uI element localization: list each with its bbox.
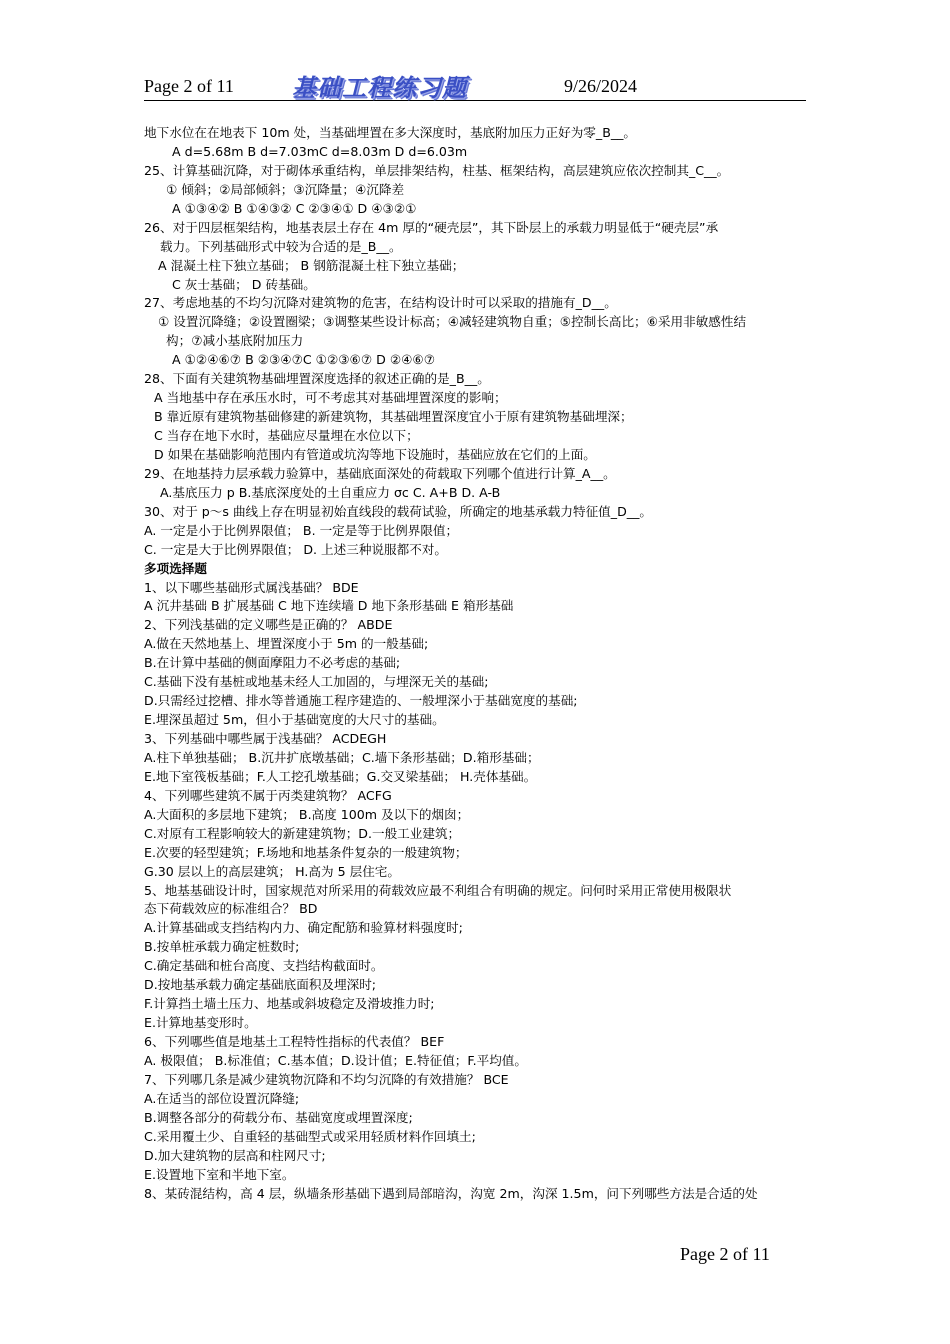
- text-line: 地下水位在在地表下 10m 处，当基础埋置在多大深度时，基底附加压力正好为零_B__。: [144, 125, 637, 140]
- text-line: B 靠近原有建筑物基础修建的新建筑物，其基础埋置深度宜小于原有建筑物基础埋深；: [154, 409, 633, 425]
- text-line: 8、某砖混结构，高 4 层，纵墙条形基础下遇到局部暗沟，沟宽 2m，沟深 1.5m，问下列哪些方法是合适的处: [144, 1185, 758, 1201]
- document-body: [144, 124, 808, 1203]
- header-page-number: Page 2 of 11: [144, 76, 234, 96]
- text-line: G.30 层以上的高层建筑； H.高为 5 层住宅。: [144, 863, 400, 879]
- page-footer: Page 2 of 11: [680, 1244, 770, 1264]
- text-line: 28、下面有关建筑物基础埋置深度选择的叙述正确的是_B__。: [144, 371, 490, 387]
- text-line: B.按单桩承载力确定桩数时;: [144, 939, 300, 955]
- text-line: C.采用覆土少、自重轻的基础型式或采用轻质材料作回填土;: [144, 1128, 476, 1144]
- text-line: 5、地基基础设计时，国家规范对所采用的荷载效应最不利组合有明确的规定。问何时采用正常使用极限状: [144, 882, 732, 898]
- text-line: A ①②④⑥⑦ B ②③④⑦C ①②③⑥⑦ D ②④⑥⑦: [172, 352, 435, 368]
- text-line: C 当存在地下水时，基础应尽量埋在水位以下；: [154, 428, 419, 443]
- text-line: A.基底压力 p B.基底深度处的土自重应力 σc C. A+B D. A-B: [160, 484, 501, 500]
- text-line: A 混凝土柱下独立基础； B 钢筋混凝土柱下独立基础；: [158, 257, 465, 273]
- text-line: 26、对于四层框架结构，地基表层土存在 4m 厚的“硬壳层”，其下卧层上的承载力明显低于“硬壳层”承: [144, 219, 719, 235]
- text-line: C.基础下没有基桩或地基未经人工加固的，与埋深无关的基础;: [144, 674, 489, 690]
- text-line: B.在计算中基础的侧面摩阻力不必考虑的基础;: [144, 655, 401, 671]
- text-line: ① 倾斜；②局部倾斜；③沉降量；④沉降差: [166, 181, 405, 197]
- text-line: A.在适当的部位设置沉降缝;: [144, 1090, 300, 1106]
- text-line: A ①③④② B ①④③② C ②③④① D ④③②①: [172, 200, 417, 216]
- text-line: A.柱下单独基础； B.沉井扩底墩基础；C.墙下条形基础；D.箱形基础；: [144, 749, 540, 765]
- header-date: 9/26/2024: [564, 76, 638, 96]
- text-line: E.次要的轻型建筑；F.场地和地基条件复杂的一般建筑物；: [144, 844, 468, 860]
- text-line: C 灰士基础； D 砖基础。: [172, 276, 316, 292]
- text-line: A.做在天然地基上、埋置深度小于 5m 的一般基础;: [144, 636, 429, 652]
- text-line: 4、下列哪些建筑不属于丙类建筑物？ ACFG: [144, 787, 392, 803]
- text-line: 6、下列哪些值是地基土工程特性指标的代表值？ BEF: [144, 1034, 445, 1049]
- text-line: 2、下列浅基础的定义哪些是正确的？ ABDE: [144, 617, 393, 633]
- text-line: A 沉井基础 B 扩展基础 C 地下连续墙 D 地下条形基础 E 箱形基础: [144, 598, 514, 614]
- text-line: C.确定基础和桩台高度、支挡结构截面时。: [144, 958, 384, 974]
- text-line: 7、下列哪几条是减少建筑物沉降和不均匀沉降的有效措施？ BCE: [144, 1071, 509, 1087]
- text-line: 态下荷载效应的标准组合？ BD: [144, 901, 318, 917]
- text-line: E.计算地基变形时。: [144, 1015, 257, 1031]
- text-line: A. 极限值； B.标准值；C.基本值；D.设计值；E.特征值；F.平均值。: [144, 1052, 527, 1068]
- text-line: 多项选择题: [144, 560, 207, 576]
- text-line: E.设置地下室和半地下室。: [144, 1166, 295, 1182]
- text-line: E.地下室筏板基础；F.人工挖孔墩基础；G.交叉梁基础； H.壳体基础。: [144, 768, 537, 784]
- text-line: 30、对于 p～s 曲线上存在明显初始直线段的载荷试验，所确定的地基承载力特征值_D__。: [144, 503, 652, 519]
- text-line: A.大面积的多层地下建筑； B.高度 100m 及以下的烟囱；: [144, 806, 470, 822]
- text-line: D.加大建筑物的层高和柱网尺寸;: [144, 1147, 326, 1163]
- page-header: [144, 72, 806, 101]
- header-title: 基础工程练习题: [292, 74, 467, 102]
- text-line: C. 一定是大于比例界限值； D. 上述三种说服都不对。: [144, 541, 447, 557]
- text-line: F.计算挡土墙土压力、地基或斜坡稳定及滑坡推力时;: [144, 996, 435, 1012]
- text-line: A 当地基中存在承压水时，可不考虑其对基础埋置深度的影响；: [154, 390, 507, 406]
- text-line: B.调整各部分的荷载分布、基础宽度或埋置深度;: [144, 1109, 413, 1125]
- text-line: 25、计算基础沉降，对于砌体承重结构，单层排架结构，柱基、框架结构，高层建筑应依次控制其_C__。: [144, 162, 730, 178]
- text-line: ① 设置沉降缝；②设置圈梁；③调整某些设计标高；④减轻建筑物自重；⑤控制长高比；⑥采用非敏感性结: [158, 314, 747, 330]
- text-line: 1、以下哪些基础形式属浅基础？ BDE: [144, 579, 359, 595]
- text-line: A.计算基础或支挡结构内力、确定配筋和验算材料强度时;: [144, 920, 463, 936]
- text-line: D.按地基承载力确定基础底面积及埋深时;: [144, 977, 377, 993]
- text-line: 27、考虑地基的不均匀沉降对建筑物的危害，在结构设计时可以采取的措施有_D__。: [144, 295, 617, 311]
- text-line: A d=5.68m B d=7.03mC d=8.03m D d=6.03m: [172, 143, 468, 159]
- text-line: 3、下列基础中哪些属于浅基础？ ACDEGH: [144, 731, 387, 746]
- text-line: D 如果在基础影响范围内有管道或坑沟等地下设施时，基础应放在它们的上面。: [154, 446, 596, 462]
- text-line: D.只需经过挖槽、排水等普通施工程序建造的、一般埋深小于基础宽度的基础;: [144, 693, 578, 709]
- text-line: C.对原有工程影响较大的新建建筑物；D.一般工业建筑；: [144, 825, 461, 841]
- text-line: E.埋深虽超过 5m，但小于基础宽度的大尺寸的基础。: [144, 712, 445, 728]
- text-line: 构；⑦减小基底附加压力: [166, 333, 304, 349]
- text-line: A. 一定是小于比例界限值； B. 一定是等于比例界限值；: [144, 522, 459, 538]
- text-line: 29、在地基持力层承载力验算中，基础底面深处的荷载取下列哪个值进行计算_A__。: [144, 465, 616, 481]
- text-line: 载力。下列基础形式中较为合适的是_B__。: [160, 238, 402, 254]
